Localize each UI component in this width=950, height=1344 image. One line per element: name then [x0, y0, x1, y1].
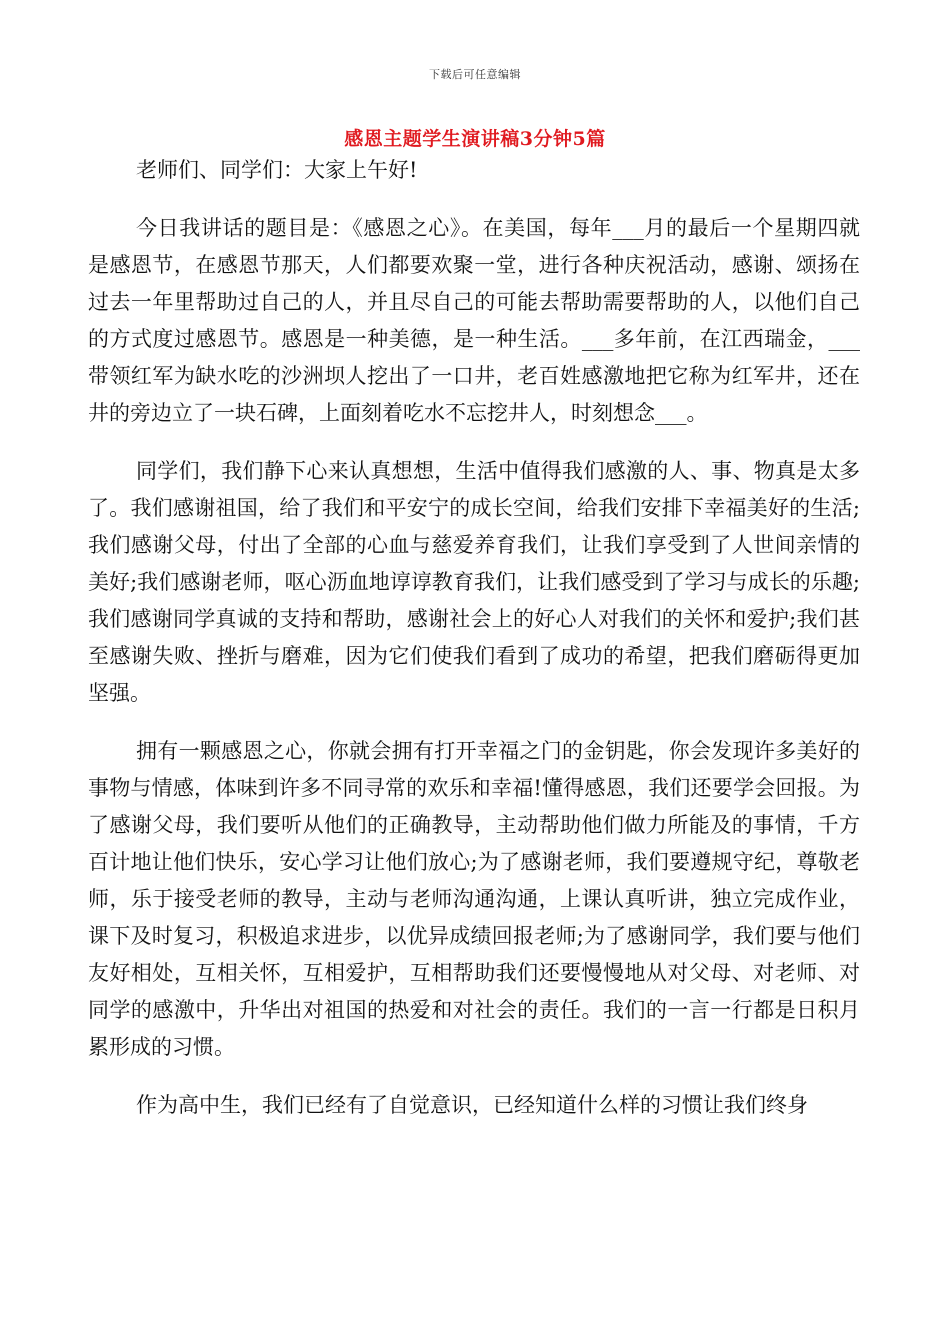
header-note: 下载后可任意编辑	[429, 68, 521, 81]
document-title: 感恩主题学生演讲稿3分钟5篇	[344, 128, 606, 150]
paragraph-3: 拥有一颗感恩之心，你就会拥有打开幸福之门的金钥匙，你会发现许多美好的事物与情感，体味到许多不同寻常的欢乐和幸福!懂得感恩，我们还要学会回报。为了感谢父母，我们要听从他们的正确教导，主动帮助他们做力所能及的事情，千方百计地让他们快乐，安心学习让他们放心;为了感谢老师，我们要遵规守纪，尊敬老师，乐于接受老师的教导，主动与老师沟通沟通，上课认真听讲，独立完成作业，课下及时复习，积极追求进步，以优异成绩回报老师;为了感谢同学，我们要与他们友好相处，互相关怀，互相爱护，互相帮助我们还要慢慢地从对父母、对老师、对同学的感激中，升华出对祖国的热爱和对社会的责任。我们的一言一行都是日积月累形成的习惯。	[88, 739, 860, 1059]
paragraph-2: 同学们，我们静下心来认真想想，生活中值得我们感激的人、事、物真是太多了。我们感谢祖国，给了我们和平安宁的成长空间，给我们安排下幸福美好的生活;我们感谢父母，付出了全部的心血与慈爱养育我们，让我们享受到了人世间亲情的美好;我们感谢老师，呕心沥血地谆谆教育我们，让我们感受到了学习与成长的乐趣;我们感谢同学真诚的支持和帮助，感谢社会上的好心人对我们的关怀和爱护;我们甚至感谢失败、挫折与磨难，因为它们使我们看到了成功的希望，把我们磨砺得更加坚强。	[88, 459, 860, 705]
paragraph-1: 今日我讲话的题目是：《感恩之心》。在美国，每年___月的最后一个星期四就是感恩节，在感恩节那天，人们都要欢聚一堂，进行各种庆祝活动，感谢、颂扬在过去一年里帮助过自己的人，并且尽自己的可能去帮助需要帮助的人，以他们自己的方式度过感恩节。感恩是一种美德，是一种生活。___多年前，在江西瑞金，___带领红军为缺水吃的沙洲坝人挖出了一口井，老百姓感激地把它称为红军井，还在井的旁边立了一块石碑，上面刻着吃水不忘挖井人，时刻想念___。	[88, 216, 860, 425]
paragraph-greeting: 老师们、同学们：大家上午好!	[136, 158, 418, 182]
paragraph-4: 作为高中生，我们已经有了自觉意识，已经知道什么样的习惯让我们终身	[136, 1093, 808, 1117]
document-body	[88, 152, 860, 1145]
